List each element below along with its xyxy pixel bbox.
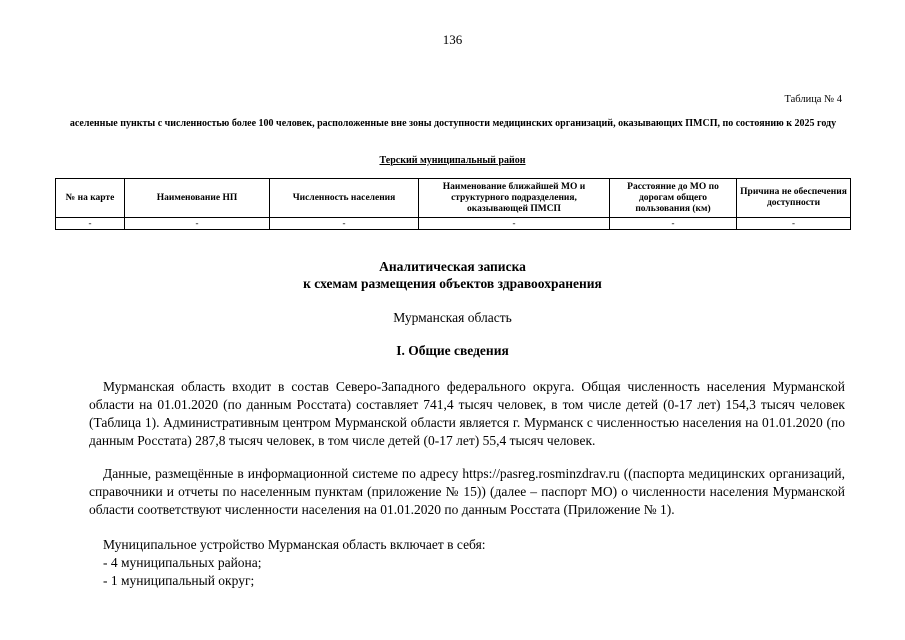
table-cell: - — [270, 218, 419, 230]
table-cell: - — [610, 218, 737, 230]
column-header: Численность населения — [270, 179, 419, 218]
text-line: Муниципальное устройство Мурманская область включает в себя: — [103, 537, 486, 552]
section-title: I. Общие сведения — [396, 343, 509, 358]
note-title: Аналитическая записка — [379, 259, 526, 274]
paragraph: Мурманская область входит в состав Северо-Западного федерального округа. Общая численность населения Мурманской области на 01.01.2020 (по данным Росстата) составляет 741,4 тысяч человек, в том числе детей (0-17 лет) 154,3 тысяч человек (Таблица 1). Административным центром Мурманской области является г. Мурманск с численностью населения на 01.01.2020 (по данным Росстата) 287,8 тысяч человек, в том числе детей (0-17 лет) 55,4 тысяч человек. — [89, 379, 845, 448]
district-title: Терский муниципальный район — [379, 155, 526, 166]
list-item: - 1 муниципальный округ; — [103, 573, 255, 588]
column-header: Наименование НП — [125, 179, 270, 218]
table-label: Таблица № 4 — [784, 94, 842, 105]
page-number: 136 — [442, 32, 463, 47]
paragraph: Данные, размещённые в информационной системе по адресу https://pasreg.rosminzdrav.ru ((паспорта медицинских организаций, справочники и отчеты по населенным пунктам (приложение № 15)) (далее – паспорт МО) о численности населения Мурманской области соответствуют численности населения на 01.01.2020 по данным Росстата (Приложение № 1). — [89, 466, 845, 517]
table-header-row — [56, 179, 851, 218]
settlements-table — [55, 178, 851, 230]
table-cell: - — [56, 218, 125, 230]
table-row — [56, 218, 851, 230]
table-cell: - — [419, 218, 610, 230]
column-header: № на карте — [56, 179, 125, 218]
column-header: Расстояние до МО по дорогам общего пользования (км) — [610, 179, 737, 218]
column-header: Причина не обеспечения доступности — [737, 179, 851, 218]
column-header: Наименование ближайшей МО и структурного подразделения, оказывающей ПМСП — [419, 179, 610, 218]
list-item: - 4 муниципальных района; — [103, 555, 262, 570]
table-cell: - — [125, 218, 270, 230]
table-title: аселенные пункты с численностью более 100 человек, расположенные вне зоны доступности медицинских организаций, оказывающих ПМСП, по состоянию к 2025 году — [69, 118, 837, 129]
table-cell: - — [737, 218, 851, 230]
region-name: Мурманская область — [393, 310, 512, 325]
note-subtitle: к схемам размещения объектов здравоохранения — [303, 276, 602, 291]
